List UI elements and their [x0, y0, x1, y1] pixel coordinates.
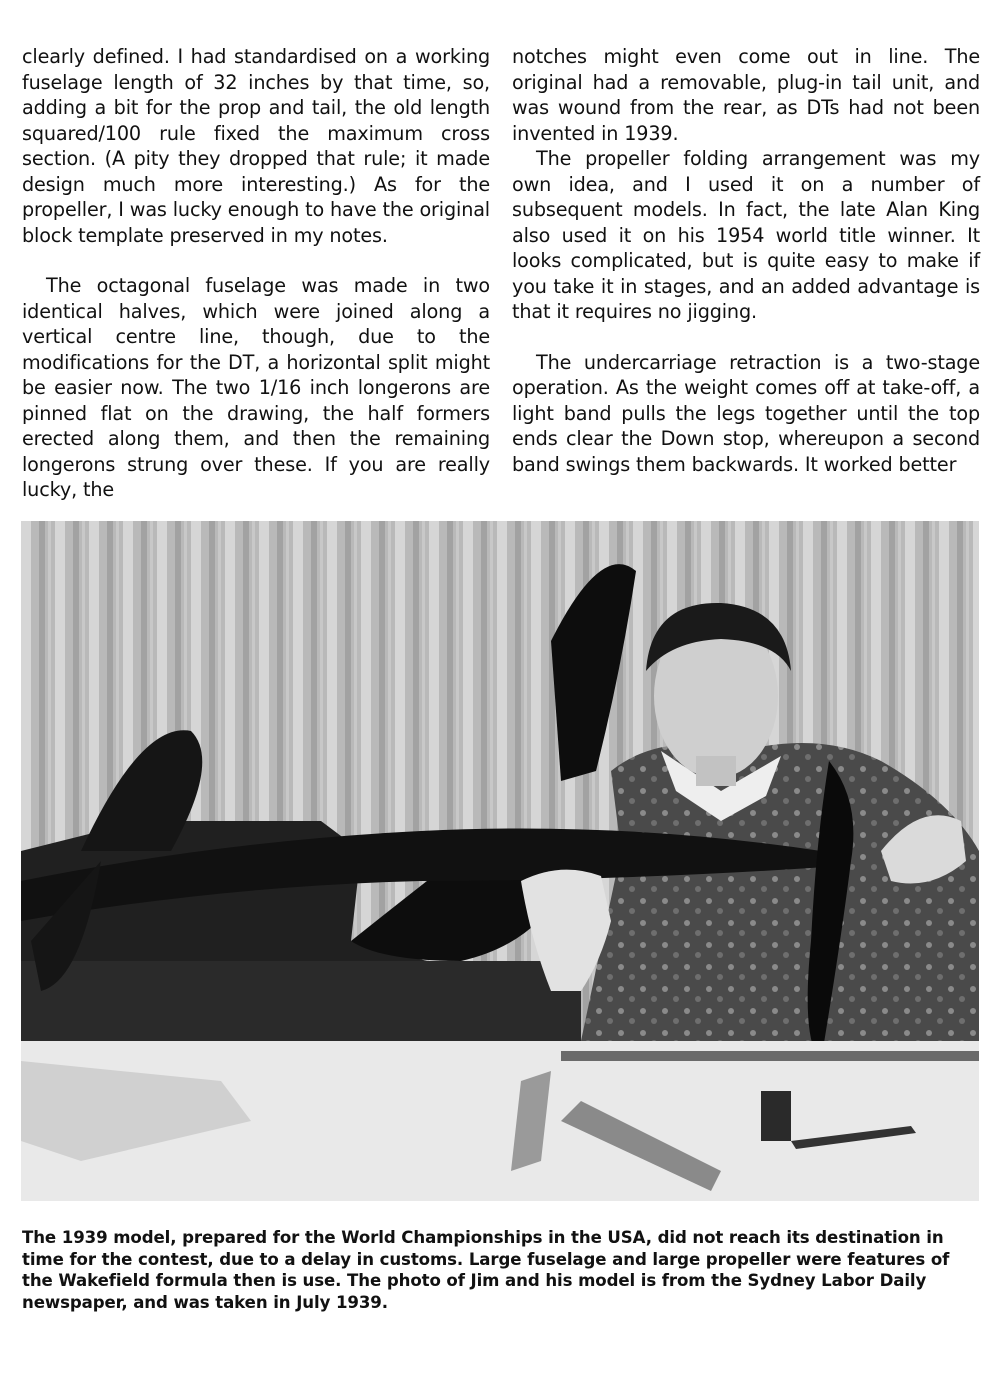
article-columns — [22, 44, 980, 501]
left-paragraph-1: clearly defined. I had standardised on a working fuselage length of 32 inches by that time, so, adding a bit for the prop and tail, the old length squared/100 rule fixed the maximum cross section. (A pity they dropped that rule; it made design much more interesting.) As for the propeller, I was lucky enough to have the original block template preserved in my notes. — [22, 45, 490, 247]
man-sweater — [581, 743, 979, 1041]
right-column — [512, 44, 980, 484]
historical-photo — [21, 521, 979, 1201]
left-column — [22, 44, 490, 501]
right-paragraph-1: notches might even come out in line. The original had a removable, plug-in tail unit, and was wound from the rear, as DTs had not been invented in 1939. — [512, 45, 980, 145]
left-paragraph-2: The octagonal fuselage was made in two identical halves, which were joined along a vertical centre line, though, due to the modifications for the DT, a horizontal split might be easier now. The two 1/16 inch longerons are pinned flat on the drawing, the half formers erected along them, and then the remaining longerons strung over these. If you are really lucky, the — [22, 274, 490, 501]
man-neck — [696, 756, 736, 786]
right-paragraph-3: The undercarriage retraction is a two-stage operation. As the weight comes off at take-off, a light band pulls the legs together until the top ends clear the Down stop, whereupon a second band swings them backwards. It worked better — [512, 350, 980, 476]
ruler — [561, 1051, 979, 1061]
photo-caption: The 1939 model, prepared for the World Championships in the USA, did not reach its destination in time for the contest, due to a delay in customs. Large fuselage and large propeller were features of the Wakefield formula then is use. The photo of Jim and his model is from the Sydney Labor Daily newspaper, and was taken in July 1939. — [22, 1228, 950, 1312]
ink-bottle — [761, 1091, 791, 1141]
right-paragraph-2: The propeller folding arrangement was my own idea, and I used it on a number of subsequent models. In fact, the late Alan King also used it on his 1954 world title winner. It looks complicated, but is quite easy to make if you take it in stages, and an added advantage is that it requires no jigging. — [512, 147, 980, 323]
photo-illustration — [21, 521, 979, 1201]
